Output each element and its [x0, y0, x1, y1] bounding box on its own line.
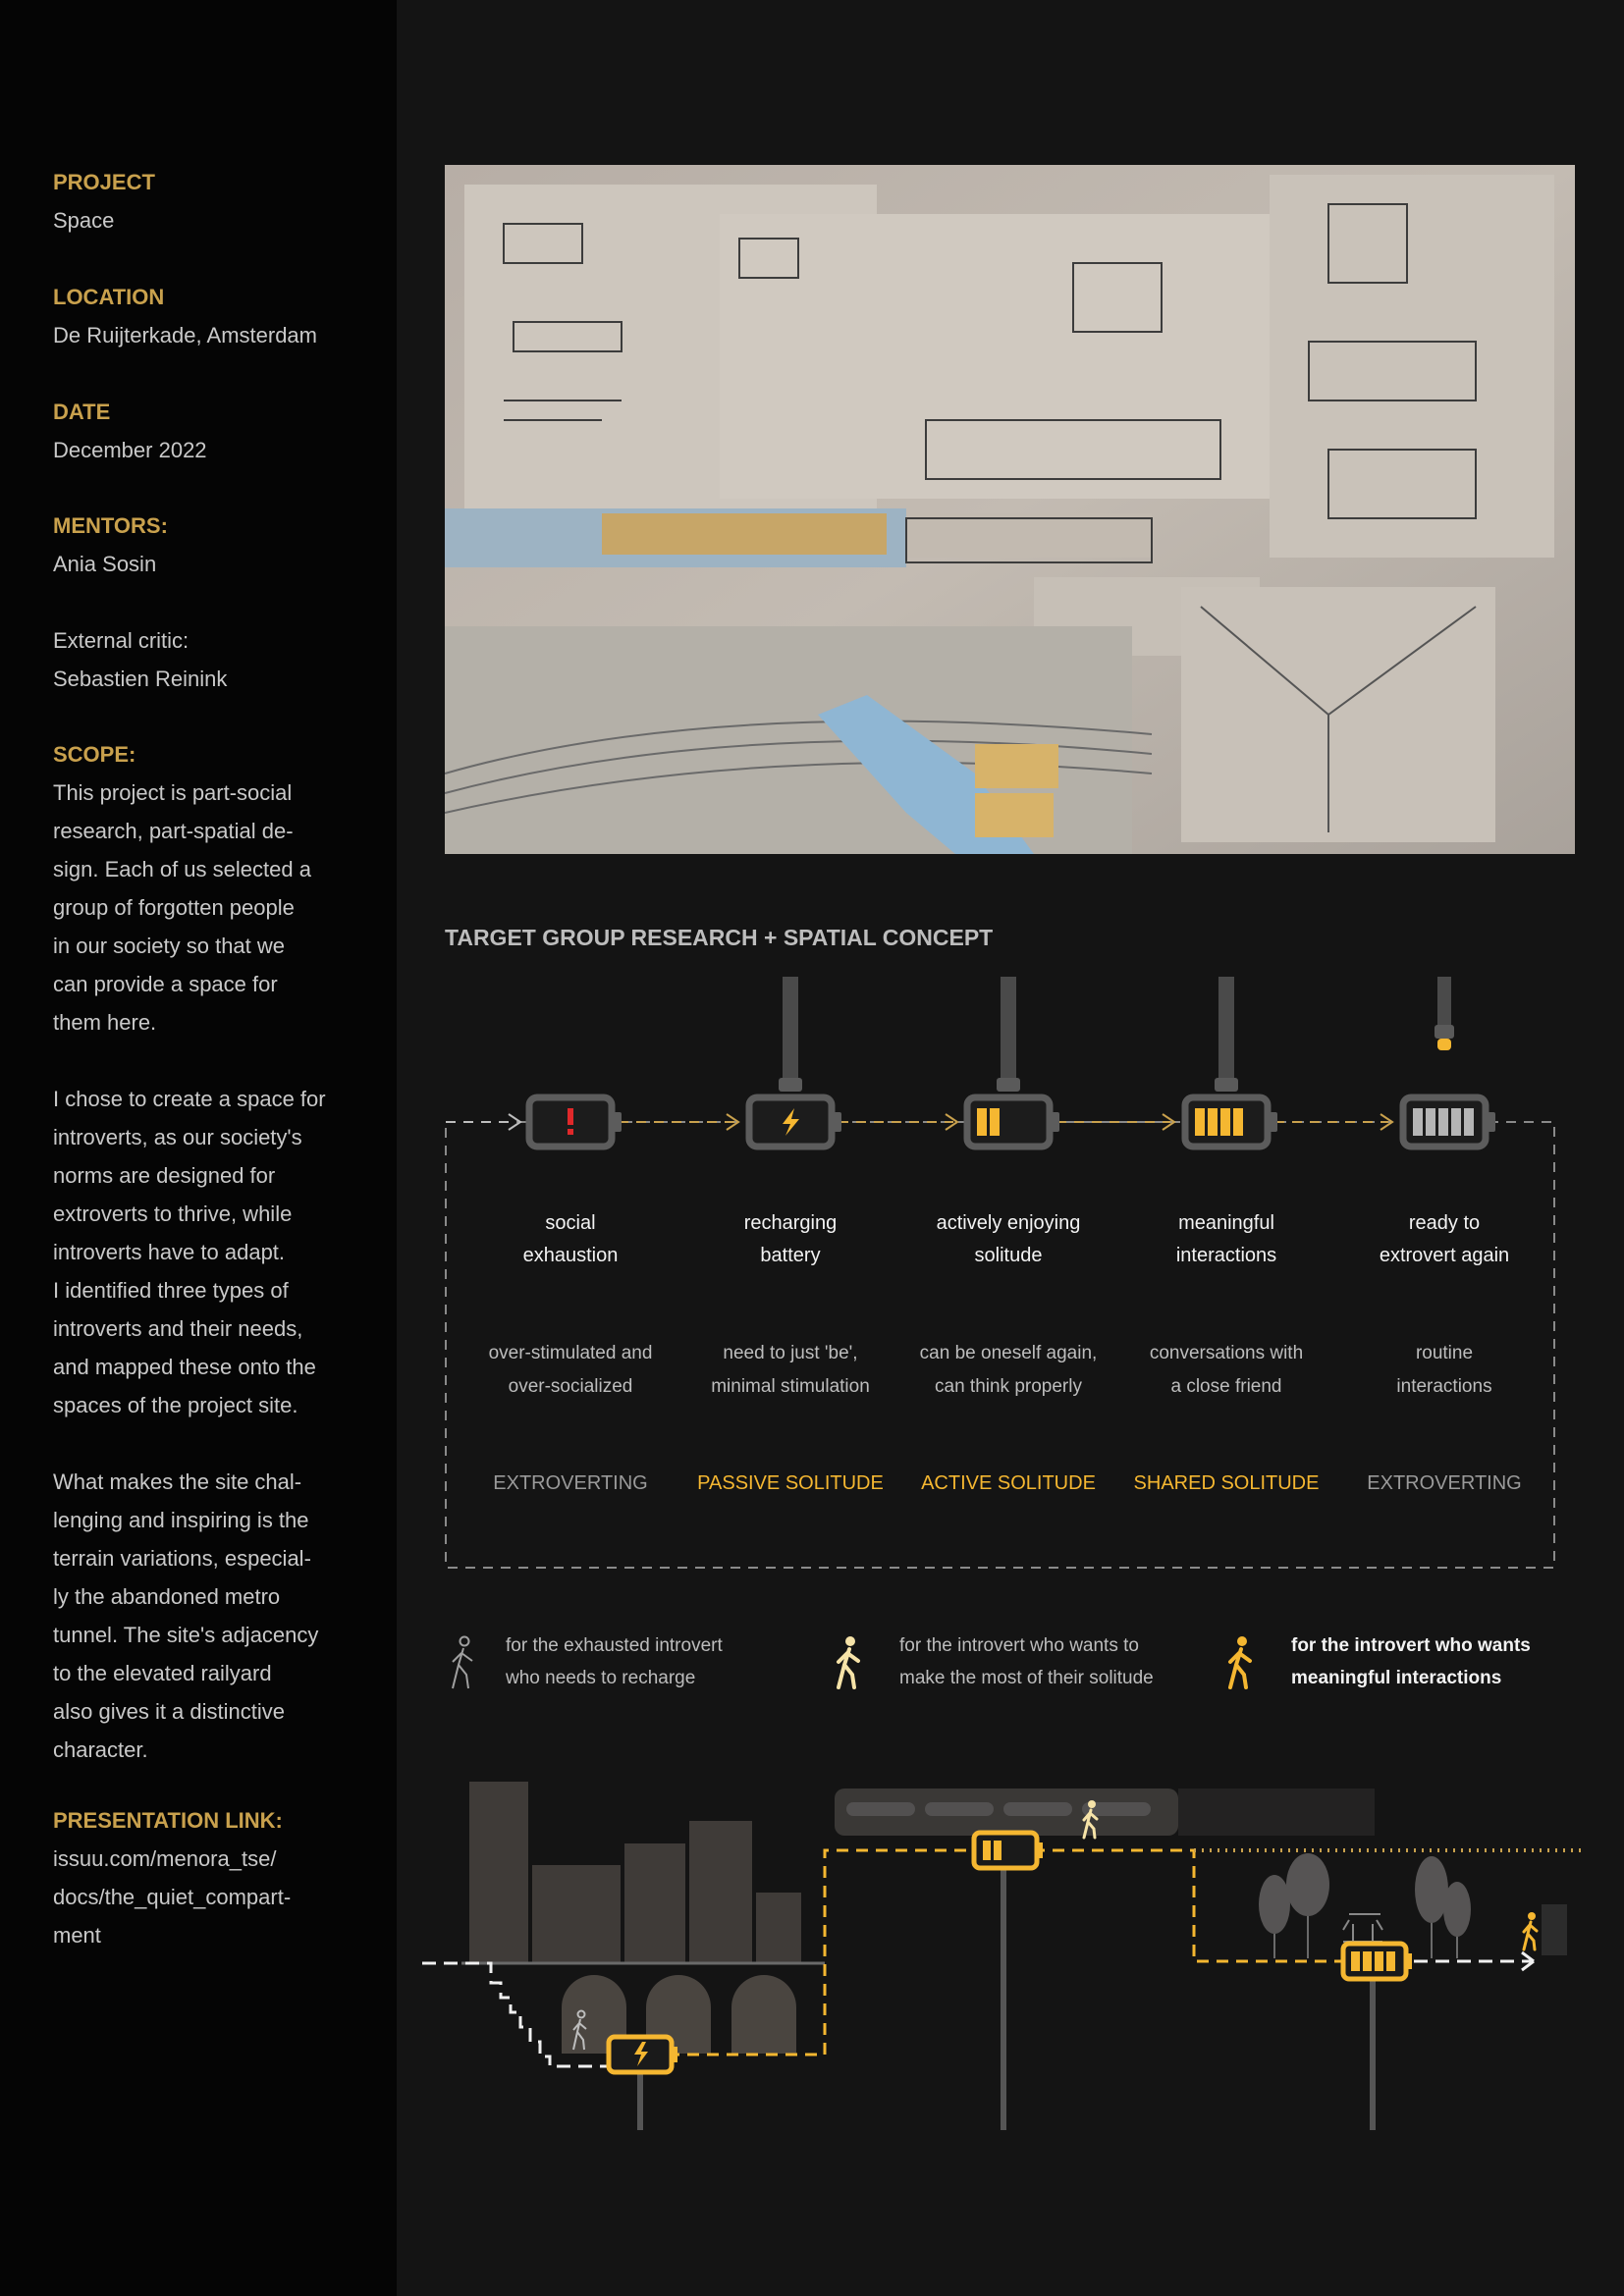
stage-mode: EXTROVERTING [1367, 1472, 1522, 1494]
walking-person-yellow-icon [1222, 1635, 1256, 1690]
presentation-link-label: PRESENTATION LINK: [53, 1808, 283, 1833]
project-label: PROJECT [53, 170, 155, 194]
stage-description: need to just 'be', minimal stimulation [711, 1343, 870, 1397]
legend-text: for the introvert who wants meaningful interactions [1291, 1635, 1531, 1688]
section-title: TARGET GROUP RESEARCH + SPATIAL CONCEPT [445, 925, 994, 950]
stage-label: recharging battery [743, 1212, 838, 1266]
walking-person-yellow-icon [1524, 1912, 1537, 1949]
route-battery-charging [609, 2037, 677, 2072]
date-block [53, 393, 377, 469]
battery-two-bars-icon [967, 977, 1059, 1147]
stage-mode: SHARED SOLITUDE [1133, 1472, 1320, 1494]
stage-label: ready to extrovert again [1379, 1212, 1510, 1266]
project-block [53, 163, 377, 240]
stage-description: routine interactions [1396, 1343, 1492, 1397]
stage-mode: EXTROVERTING [493, 1472, 648, 1494]
stage-mode: ACTIVE SOLITUDE [921, 1472, 1096, 1494]
battery-empty-icon [529, 1097, 622, 1147]
link-block [53, 1801, 377, 1954]
battery-charging-icon [749, 977, 841, 1147]
walking-person-light-icon [831, 1635, 864, 1690]
date-label: DATE [53, 400, 111, 424]
scope-label: SCOPE: [53, 742, 136, 767]
scope-paragraph: I chose to create a space for introverts, as our society's norms are designed for extroverts to thrive, while introverts have to adapt. I identified three types of introverts and their needs, and mapped these onto the spaces of the project site. [53, 1087, 326, 1417]
battery-concept-diagram [422, 972, 1581, 1600]
mentors-value: Ania Sosin [53, 552, 157, 576]
critic-block [53, 621, 377, 698]
location-value: De Ruijterkade, Amsterdam [53, 323, 317, 347]
mentors-label: MENTORS: [53, 513, 168, 538]
sketch-wall-photo [445, 165, 1575, 854]
stage-description: can be oneself again, can think properly [919, 1343, 1098, 1397]
date-value: December 2022 [53, 438, 207, 462]
presentation-link[interactable]: issuu.com/menora_tse/ docs/the_quiet_compart- ment [53, 1846, 292, 1948]
legend-item-exhausted [445, 1629, 779, 1698]
scope-paragraph: This project is part-social research, part-spatial de- sign. Each of us selected a group of forgotten people in our society so that we can provide a space for them here. [53, 780, 311, 1035]
mentors-block [53, 507, 377, 583]
scope-paragraph: What makes the site chal- lenging and inspiring is the terrain variations, especial- ly the abandoned metro tunnel. The site's adjacency to the elevated railyard also gives it a distinctive character. [53, 1469, 319, 1762]
site-section-diagram [422, 1767, 1581, 2160]
battery-four-bars-icon [1185, 977, 1277, 1147]
legend-text: for the introvert who wants to make the most of their solitude [899, 1635, 1154, 1688]
legend-item-solitude [831, 1629, 1204, 1698]
stage-description: conversations with a close friend [1149, 1343, 1304, 1397]
critic-label: External critic: [53, 628, 189, 653]
stage-label: social exhaustion [522, 1212, 619, 1266]
route-battery-two-bars [974, 1833, 1043, 1868]
project-value: Space [53, 208, 115, 233]
stage-description: over-stimulated and over-socialized [488, 1343, 653, 1397]
city-buildings [469, 1782, 801, 1963]
location-label: LOCATION [53, 285, 165, 309]
location-block [53, 278, 377, 354]
legend-item-interactions [1222, 1629, 1576, 1698]
scope-block [53, 735, 377, 1769]
stage-label: meaningful interactions [1175, 1212, 1277, 1266]
stage-mode: PASSIVE SOLITUDE [697, 1472, 884, 1494]
stage-label: actively enjoying solitude [936, 1212, 1081, 1266]
route-battery-four-bars [1343, 1944, 1412, 1979]
metro-tunnel-arches [562, 1975, 796, 2054]
project-info-sidebar [0, 0, 397, 2296]
legend-text: for the exhausted introvert who needs to recharge [506, 1635, 723, 1688]
walking-person-outline-icon [445, 1635, 478, 1690]
critic-value: Sebastien Reinink [53, 667, 228, 691]
battery-full-grey-icon [1403, 977, 1495, 1147]
